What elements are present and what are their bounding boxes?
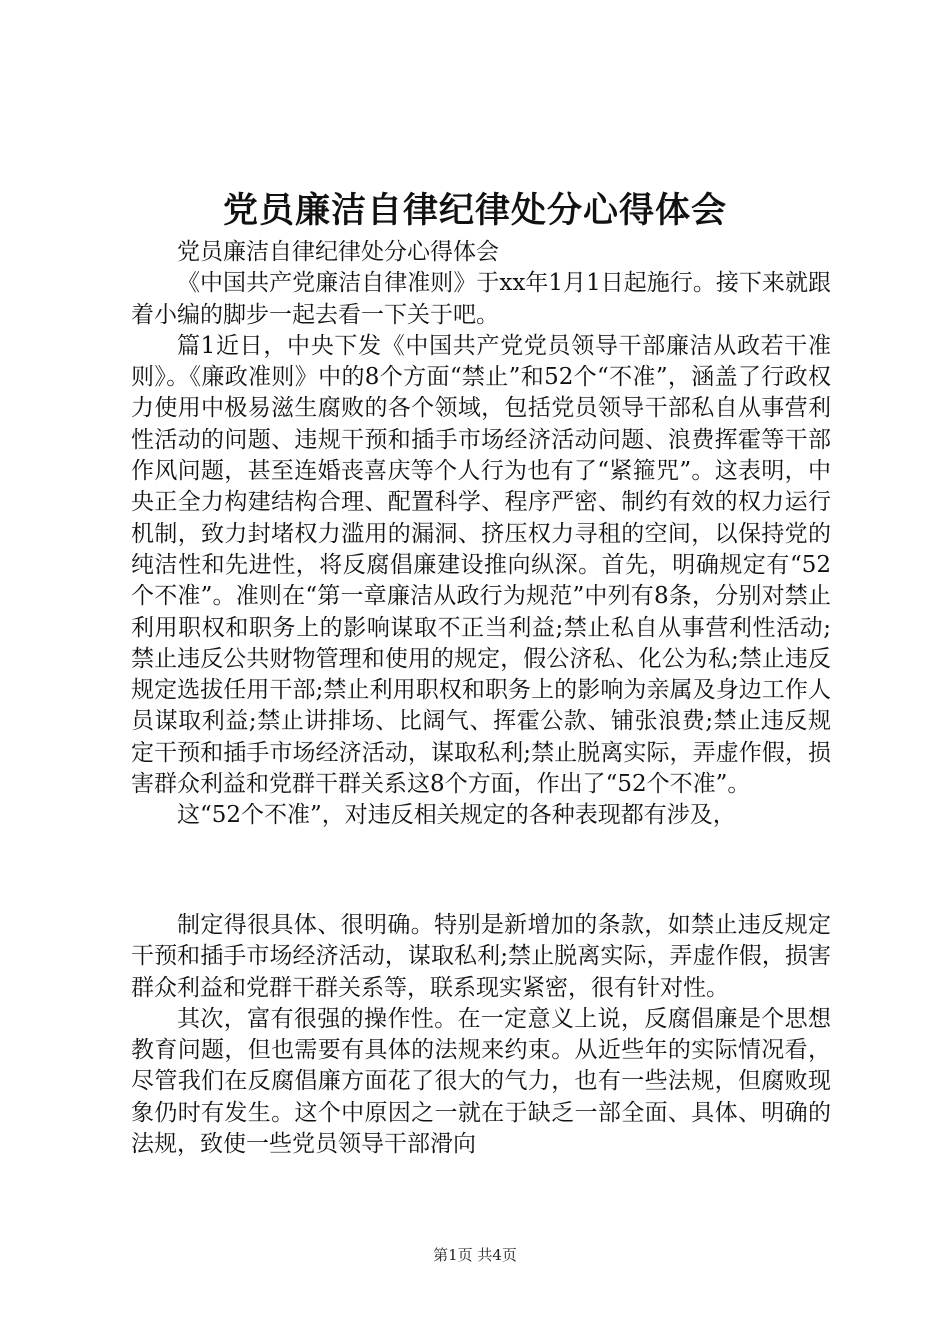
subtitle-paragraph: 党员廉洁自律纪律处分心得体会 — [177, 239, 499, 265]
intro-paragraph: 《中国共产党廉洁自律准则》于xx年1月1日起施行。接下来就跟着小编的脚步一起去看一下关于吧。 — [131, 270, 831, 328]
body-paragraph: 其次，富有很强的操作性。在一定意义上说，反腐倡廉是个思想教育问题，但也需要有具体的法规来约束。从近些年的实际情况看，尽管我们在反腐倡廉方面花了很大的气力，也有一些法规，但腐败现象仍时有发生。这个中原因之一就在于缺乏一部全面、具体、明确的法规，致使一些党员领导干部滑向 — [131, 1005, 831, 1158]
page-footer: 第1页 共4页 — [433, 1246, 517, 1264]
body-text-block-2 — [131, 910, 831, 1160]
body-paragraph: 制定得很具体、很明确。特别是新增加的条款，如禁止违反规定干预和插手市场经济活动，谋取私利;禁止脱离实际，弄虚作假，损害群众利益和党群干群关系等，联系现实紧密，很有针对性。 — [131, 912, 831, 1001]
body-paragraph: 篇1近日，中央下发《中国共产党党员领导干部廉洁从政若干准则》。《廉政准则》中的8个方面“禁止”和52个“不准”，涵盖了行政权力使用中极易滋生腐败的各个领域，包括党员领导干部私自从事营利性活动的问题、违规干预和插手市场经济活动问题、浪费挥霍等干部作风问题，甚至连婚丧喜庆等个人行为也有了“紧箍咒”。这表明，中央正全力构建结构合理、配置科学、程序严密、制约有效的权力运行机制，致力封堵权力滥用的漏洞、挤压权力寻租的空间，以保持党的纯洁性和先进性，将反腐倡廉建设推向纵深。首先，明确规定有“52个不准”。准则在“第一章廉洁从政行为规范”中列有8条，分别对禁止利用职权和职务上的影响谋取不正当利益;禁止私自从事营利性活动;禁止违反公共财物管理和使用的规定，假公济私、化公为私;禁止违反规定选拔任用干部;禁止利用职权和职务上的影响为亲属及身边工作人员谋取利益;禁止讲排场、比阔气、挥霍公款、铺张浪费;禁止违反规定干预和插手市场经济活动，谋取私利;禁止脱离实际，弄虚作假，损害群众利益和党群干群关系这8个方面，作出了“52个不准”。 — [131, 332, 831, 798]
body-paragraph: 这“52个不准”，对违反相关规定的各种表现都有涉及， — [177, 802, 736, 829]
document-title: 党员廉洁自律纪律处分心得体会 — [222, 190, 727, 231]
body-text-block-1 — [131, 237, 831, 832]
